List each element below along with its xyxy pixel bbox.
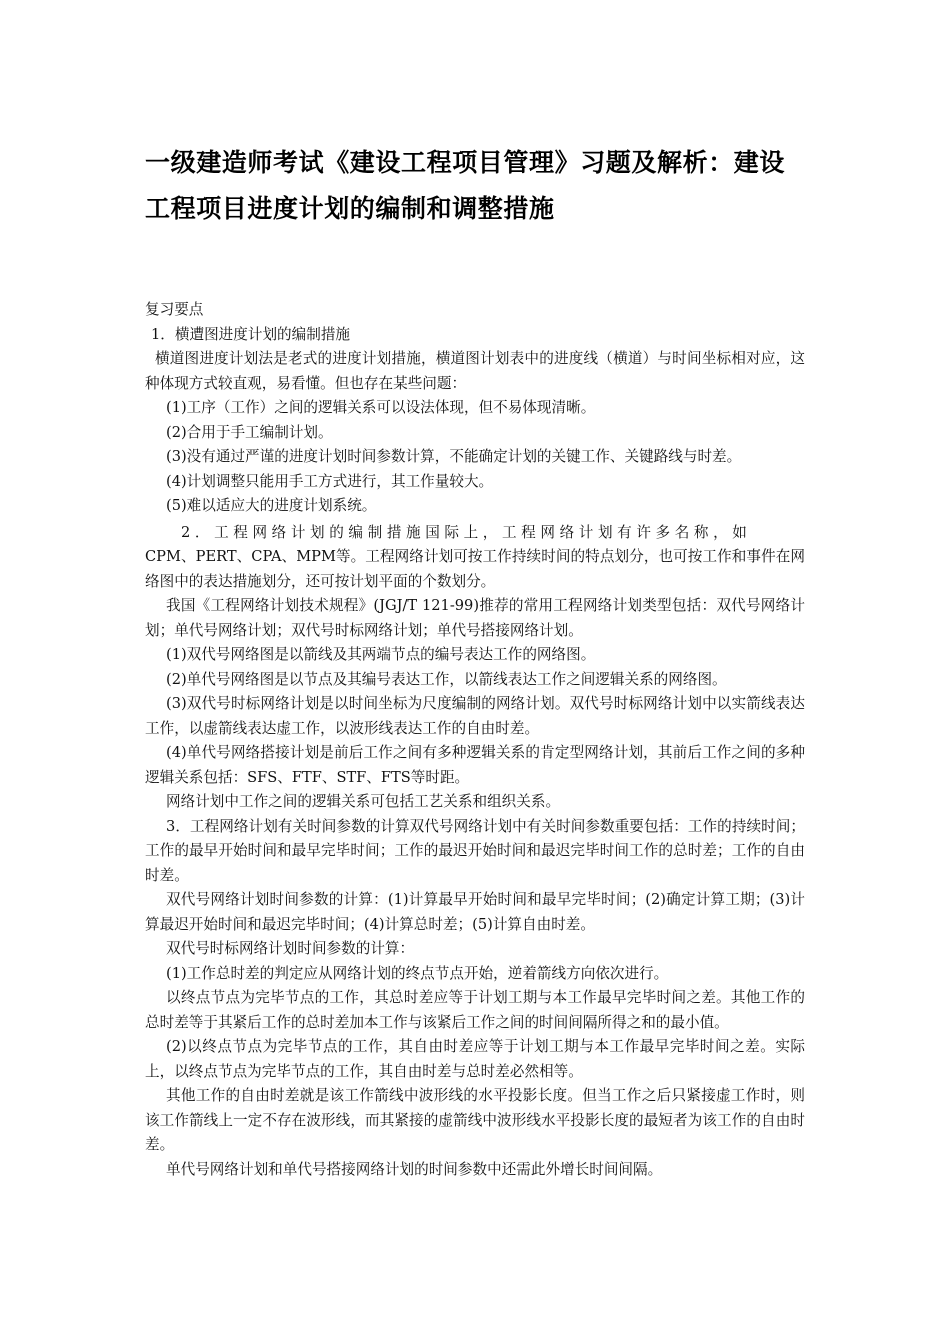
paragraph: 双代号时标网络计划时间参数的计算：: [166, 940, 415, 957]
section-heading-3: 3．工程网络计划有关时间参数的计算双代号网络计划中有关时间参数重要包括：工作的持续时间；工作的最早开始时间和最早完毕时间；工作的最迟开始时间和最迟完毕时间工作的总时差；工作的自由时差。: [145, 817, 805, 884]
title-line-2: 工程项目进度计划的编制和调整措施: [145, 194, 555, 223]
list-item: (1)工序（工作）之间的逻辑关系可以设法体现，但不易体现清晰。: [166, 399, 596, 416]
list-item: (4)单代号网络搭接计划是前后工作之间有多种逻辑关系的肯定型网络计划，其前后工作之间的多种逻辑关系包括：SFS、FTF、STF、FTS等时距。: [145, 744, 805, 786]
list-item: (3)双代号时标网络计划是以时间坐标为尺度编制的网络计划。双代号时标网络计划中以实箭线表达工作，以虚箭线表达虚工作，以波形线表达工作的自由时差。: [145, 695, 805, 737]
paragraph: 以终点节点为完毕节点的工作，其总时差应等于计划工期与本工作最早完毕时间之差。其他工作的总时差等于其紧后工作的总时差加本工作与该紧后工作之间的时间间隔所得之和的最小值。: [145, 989, 805, 1031]
list-item: (3)没有通过严谨的进度计划时间参数计算，不能确定计划的关键工作、关键路线与时差。: [166, 448, 742, 465]
paragraph: 横道图进度计划法是老式的进度计划措施，横道图计划表中的进度线（横道）与时间坐标相对应，这种体现方式较直观，易看懂。但也存在某些问题：: [145, 350, 805, 392]
list-item: (2)单代号网络图是以节点及其编号表达工作，以箭线表达工作之间逻辑关系的网络图。: [166, 670, 727, 688]
list-item: (5)难以适应大的进度计划系统。: [166, 497, 377, 514]
list-item: (2)合用于手工编制计划。: [166, 423, 333, 441]
paragraph: 双代号网络计划时间参数的计算：(1)计算最早开始时间和最早完毕时间；(2)确定计算工期；(3)计算最迟开始时间和最迟完毕时间；(4)计算总时差；(5)计算自由时差。: [145, 891, 805, 933]
paragraph: 网络计划中工作之间的逻辑关系可包括工艺关系和组织关系。: [166, 793, 561, 810]
section-heading-2: 2．工程网络计划的编制措施国际上，工程网络计划有许多名称，如: [181, 523, 752, 541]
document-page: [145, 140, 805, 1182]
list-item: (2)以终点节点为完毕节点的工作，其自由时差应等于计划工期与本工作最早完毕时间之差。实际上，以终点节点为完毕节点的工作，其自由时差与总时差必然相等。: [145, 1038, 805, 1080]
list-item: (1)双代号网络图是以箭线及其两端节点的编号表达工作的网络图。: [166, 646, 596, 663]
title-line-1: 一级建造师考试《建设工程项目管理》习题及解析：建设: [145, 148, 786, 177]
list-item: (4)计划调整只能用手工方式进行，其工作量较大。: [166, 472, 494, 490]
document-title: [145, 140, 805, 232]
paragraph: 其他工作的自由时差就是该工作箭线中波形线的水平投影长度。但当工作之后只紧接虚工作时，则该工作箭线上一定不存在波形线，而其紧接的虚箭线中波形线水平投影长度的最短者为该工作的自由时差。: [145, 1087, 805, 1153]
paragraph: CPM、PERT、CPA、MPM等。工程网络计划可按工作持续时间的特点划分，也可按工作和事件在网络图中的表达措施划分，还可按计划平面的个数划分。: [145, 548, 805, 590]
paragraph: 单代号网络计划和单代号搭接网络计划的时间参数中还需此外增长时间间隔。: [166, 1160, 663, 1178]
section-label: 复习要点: [145, 301, 204, 318]
list-item: (1)工作总时差的判定应从网络计划的终点节点开始，逆着箭线方向依次进行。: [166, 964, 669, 982]
document-body: [145, 298, 805, 1182]
paragraph: 我国《工程网络计划技术规程》(JGJ/T 121-99)推荐的常用工程网络计划类型包括：双代号网络计划；单代号网络计划；双代号时标网络计划；单代号搭接网络计划。: [145, 597, 805, 639]
section-heading-1: 1．横遭图进度计划的编制措施: [151, 325, 351, 343]
